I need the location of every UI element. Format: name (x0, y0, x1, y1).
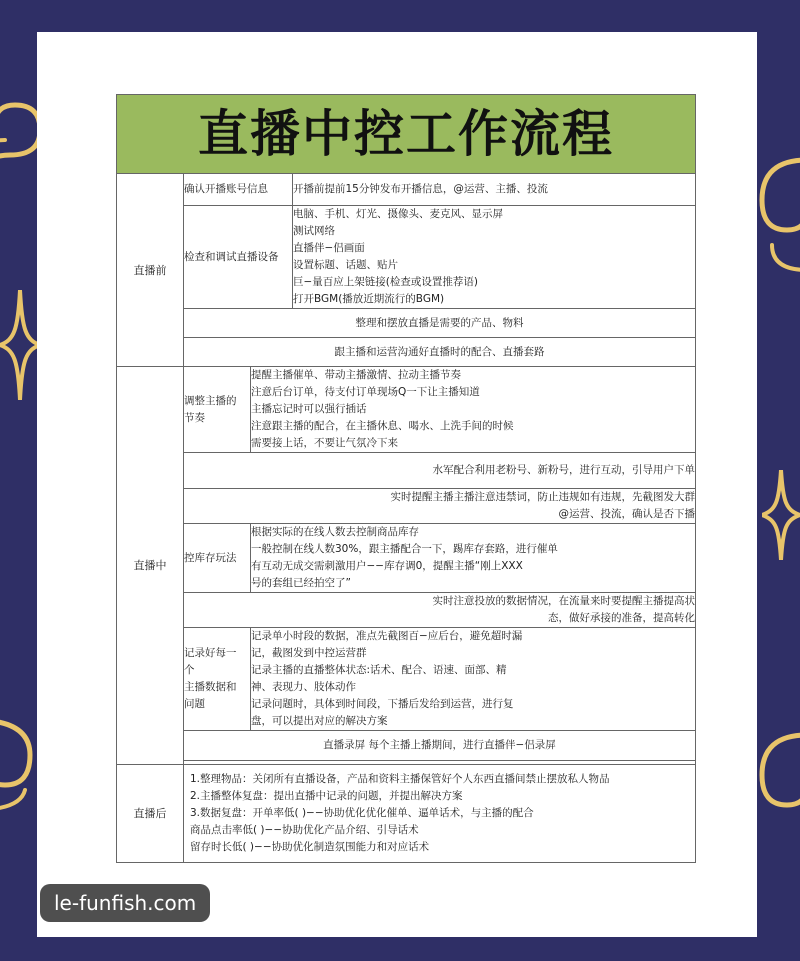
row-water-army: 水军配合利用老粉号、新粉号，进行互动，引导用户下单 (184, 453, 696, 489)
row-content-equipment (293, 206, 696, 309)
rhythm-line: 注意后台订单，待支付订单现场Q一下让主播知道 (251, 386, 480, 398)
after-line: 3.数据复盘：开单率低( )−−协助优化优化催单、逼单话术，与主播的配合 (190, 807, 534, 819)
after-line: 1.整理物品：关闭所有直播设备，产品和资料主播保管好个人东西直播间禁止摆放私人物品 (190, 773, 610, 785)
equipment-line: 巨−量百应上架链接(检查或设置推荐语) (293, 276, 478, 288)
row-label-account: 确认开播账号信息 (184, 174, 293, 206)
record-line: 神、表现力、肢体动作 (251, 681, 356, 693)
cloud-ornament-icon (752, 150, 800, 290)
document-page (37, 32, 757, 937)
row-content-record (251, 628, 696, 731)
workflow-table (116, 94, 696, 863)
equipment-line: 电脑、手机、灯光、摄像头、麦克风、显示屏 (293, 208, 503, 220)
record-label-line: 问题 (184, 698, 205, 710)
record-line: 记录单小时段的数据，准点先截图百−应后台，避免超时漏 (251, 630, 523, 642)
violation-line: @运营、投流，确认是否下播 (558, 508, 695, 520)
row-data-monitoring (184, 593, 696, 628)
rhythm-label-line: 调整主播的 (184, 394, 237, 407)
row-communication: 跟主播和运营沟通好直播时的配合、直播套路 (184, 338, 696, 367)
equipment-line: 直播伴−侣画面 (293, 242, 365, 254)
dataflow-line: 态，做好承接的准备，提高转化 (548, 612, 695, 624)
row-content-after (184, 765, 696, 863)
equipment-line: 测试网络 (293, 225, 335, 237)
row-screen-record: 直播录屏 每个主播上播期间，进行直播伴−侣录屏 (184, 731, 696, 761)
sparkle-icon (762, 470, 800, 560)
phase-during: 直播中 (117, 367, 184, 765)
rhythm-line: 注意跟主播的配合，在主播休息、喝水、上洗手间的时候 (251, 420, 514, 432)
inventory-line: 根据实际的在线人数去控制商品库存 (251, 526, 419, 538)
inventory-line: 号的套组已经拍空了” (251, 577, 351, 589)
equipment-line: 打开BGM(播放近期流行的BGM) (293, 293, 445, 305)
violation-line: 实时提醒主播主播注意违禁词，防止违规如有违规，先截图发大群 (390, 491, 695, 503)
row-products: 整理和摆放直播是需要的产品、物料 (184, 309, 696, 338)
record-label-line: 个 (184, 664, 195, 676)
row-content-inventory (251, 524, 696, 593)
after-line: 2.主播整体复盘：提出直播中记录的问题，并提出解决方案 (190, 790, 463, 802)
sparkle-icon (0, 290, 40, 400)
dataflow-line: 实时注意投放的数据情况，在流量来时要提醒主播提高状 (432, 595, 695, 607)
row-content-account: 开播前提前15分钟发布开播信息，@运营、主播、投流 (293, 174, 696, 206)
rhythm-line: 需要接上话，不要让气氛冷下来 (251, 437, 398, 449)
after-line: 留存时长低( )−−协助优化制造氛围能力和对应话术 (190, 841, 430, 853)
phase-before: 直播前 (117, 174, 184, 367)
rhythm-label-line: 节奏 (184, 411, 205, 424)
phase-after: 直播后 (117, 765, 184, 863)
record-line: 记，截图发到中控运营群 (251, 647, 367, 659)
row-label-rhythm (184, 367, 251, 453)
record-line: 记录问题时，具体到时间段，下播后发给到运营，进行复 (251, 698, 514, 710)
after-line: 商品点击率低( )−−协助优化产品介绍、引导话术 (190, 824, 419, 836)
rhythm-line: 主播忘记时可以强行插话 (251, 403, 367, 415)
inventory-line: 有互动无成交需刺激用户−−库存调0，提醒主播“刚上XXX (251, 560, 523, 572)
row-violation-alert (184, 489, 696, 524)
equipment-line: 设置标题、话题、贴片 (293, 259, 398, 271)
record-label-line: 记录好每一 (184, 647, 237, 659)
record-label-line: 主播数据和 (184, 681, 237, 693)
watermark-label: le-funfish.com (40, 884, 210, 922)
page-title: 直播中控工作流程 (117, 95, 696, 174)
record-line: 盘，可以提出对应的解决方案 (251, 715, 388, 727)
row-label-record (184, 628, 251, 731)
record-line: 记录主播的直播整体状态:话术、配合、语速、面部、精 (251, 664, 507, 676)
row-content-rhythm (251, 367, 696, 453)
row-label-inventory: 控库存玩法 (184, 524, 251, 593)
rhythm-line: 提醒主播催单、带动主播激情、拉动主播节奏 (251, 369, 461, 381)
cloud-ornament-icon (752, 720, 800, 840)
row-label-equipment: 检查和调试直播设备 (184, 206, 293, 309)
inventory-line: 一般控制在线人数30%，跟主播配合一下，踢库存套路，进行催单 (251, 543, 558, 555)
